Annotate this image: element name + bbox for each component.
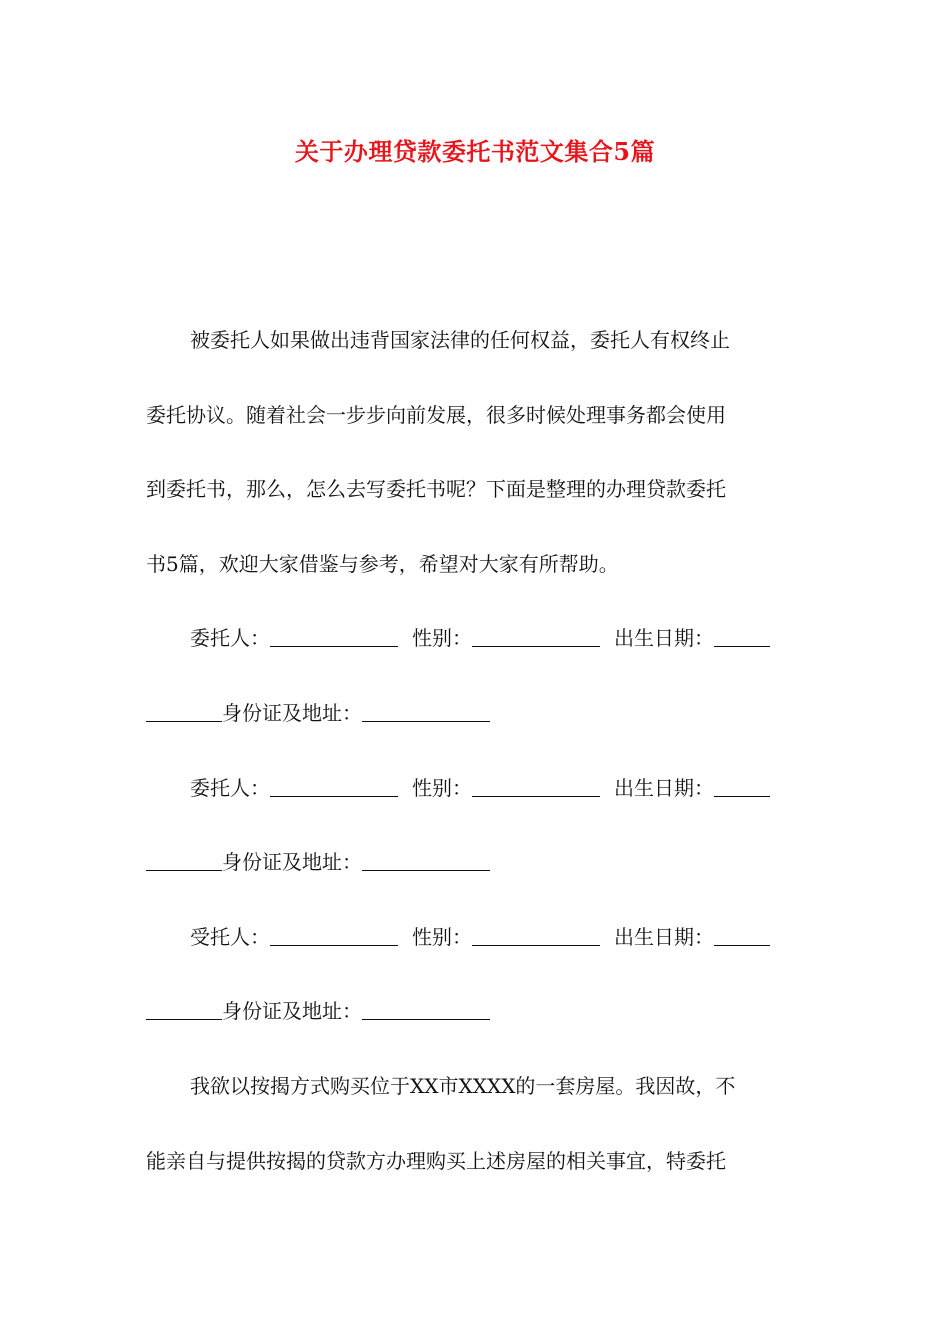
gender-field[interactable] (472, 770, 600, 797)
gender-field[interactable] (472, 919, 600, 946)
entrustor-name-field[interactable] (270, 620, 398, 647)
body-line: 能亲自与提供按揭的贷款方办理购买上述房屋的相关事宜，特委托 (146, 1148, 726, 1173)
birth-date-label: 出生日期： (614, 626, 714, 651)
intro-line: 到委托书，那么，怎么去写委托书呢？下面是整理的办理贷款委托 (146, 477, 726, 502)
intro-line: 委托协议。随着社会一步步向前发展，很多时候处理事务都会使用 (146, 402, 726, 427)
gender-label: 性别： (412, 626, 472, 651)
gender-label: 性别： (412, 775, 472, 800)
birth-date-field[interactable] (714, 620, 770, 647)
birth-date-field[interactable] (714, 770, 770, 797)
birth-date-label: 出生日期： (614, 775, 714, 800)
document-body (146, 322, 808, 1217)
id-address-label: 身份证及地址： (222, 999, 362, 1024)
trustee-label: 受托人： (190, 924, 270, 949)
id-address-label: 身份证及地址： (222, 850, 362, 875)
id-address-label: 身份证及地址： (222, 700, 362, 725)
intro-line: 书5篇，欢迎大家借鉴与参考，希望对大家有所帮助。 (146, 551, 619, 576)
form-row-id-address-1 (146, 695, 808, 770)
gender-field[interactable] (472, 620, 600, 647)
form-row-entrustor-2 (146, 770, 808, 845)
birth-date-field-cont[interactable] (146, 993, 222, 1020)
birth-date-field-cont[interactable] (146, 844, 222, 871)
body-line: 我欲以按揭方式购买位于XX市XXXX的一套房屋。我因故，不 (190, 1073, 736, 1098)
intro-line: 被委托人如果做出违背国家法律的任何权益，委托人有权终止 (190, 328, 730, 352)
form-row-trustee (146, 919, 808, 994)
birth-date-label: 出生日期： (614, 924, 714, 949)
entrustor-label: 委托人： (190, 626, 270, 651)
document-title: 关于办理贷款委托书范文集合5篇 (294, 137, 656, 166)
id-address-field[interactable] (362, 695, 490, 722)
trustee-name-field[interactable] (270, 919, 398, 946)
id-address-field[interactable] (362, 993, 490, 1020)
form-row-id-address-2 (146, 844, 808, 919)
birth-date-field-cont[interactable] (146, 695, 222, 722)
birth-date-field[interactable] (714, 919, 770, 946)
form-row-id-address-3 (146, 993, 808, 1068)
entrustor-label: 委托人： (190, 775, 270, 800)
id-address-field[interactable] (362, 844, 490, 871)
gender-label: 性别： (412, 924, 472, 949)
form-row-entrustor-1 (146, 620, 808, 695)
entrustor-name-field[interactable] (270, 770, 398, 797)
